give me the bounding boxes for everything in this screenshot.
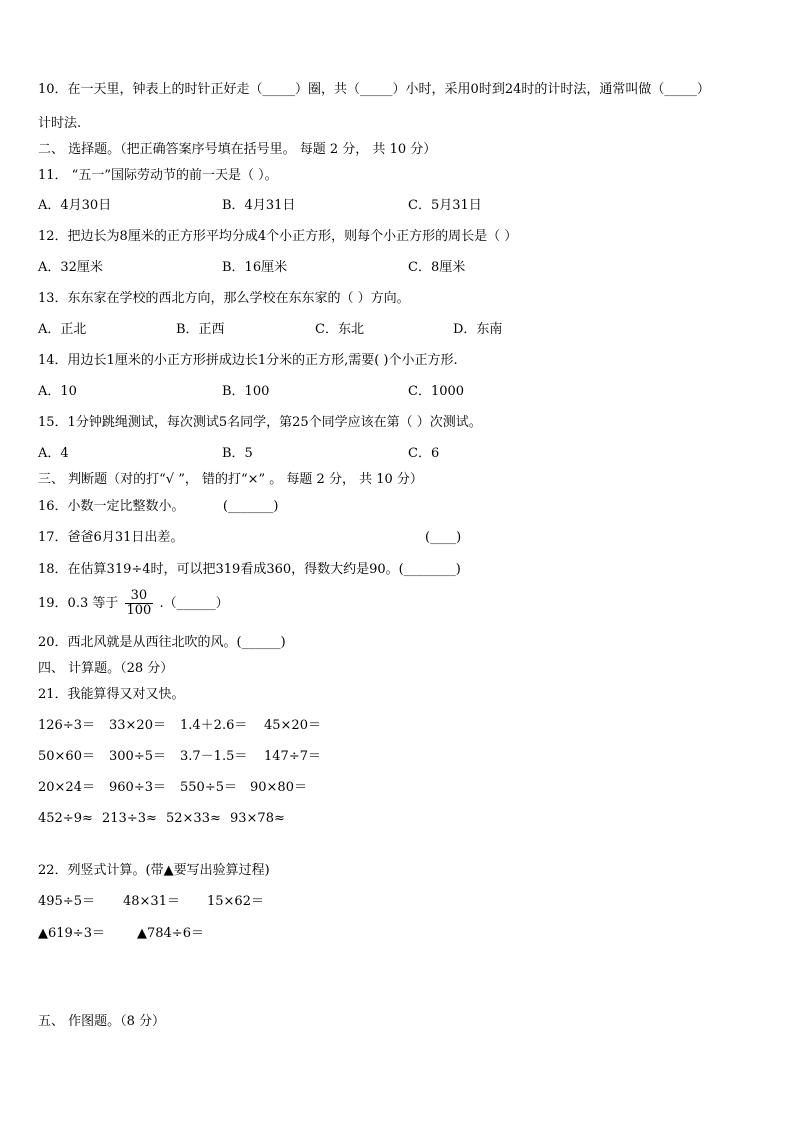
section-4-title: 四、 计算题。（28 分） — [38, 661, 174, 676]
question-10-line-1: 10．在一天里，钟表上的时针正好走（_____）圈，共（_____）小时，采用0时到24时的计时法，通常叫做（_____） — [38, 82, 710, 97]
question-14-option-b: B．100 — [222, 384, 270, 399]
calc-item: 93×78≈ — [230, 811, 285, 826]
calc-item: ▲784÷6＝ — [137, 926, 204, 941]
calc-item: 52×33≈ — [166, 811, 221, 826]
calc-item: 20×24＝ — [38, 780, 95, 795]
question-20-text: 20．西北风就是从西往北吹的风。(______) — [38, 635, 286, 650]
fraction — [125, 589, 154, 618]
question-15-option-c: C．6 — [408, 446, 440, 461]
question-13-option-b: B．正西 — [176, 322, 225, 337]
question-17-blank: (____) — [425, 530, 462, 545]
question-13-stem: 13．东东家在学校的西北方向，那么学校在东东家的（ ）方向。 — [38, 291, 410, 306]
question-21-stem: 21．我能算得又对又快。 — [38, 687, 185, 702]
fraction-denominator: 100 — [126, 603, 152, 618]
question-22-stem: 22．列竖式计算。(带▲要写出验算过程) — [38, 863, 270, 878]
question-14-stem: 14．用边长1厘米的小正方形拼成边长1分米的正方形,需要( )个小正方形. — [38, 353, 458, 368]
calc-item: 3.7－1.5＝ — [180, 749, 248, 764]
question-12-stem: 12．把边长为8厘米的正方形平均分成4个小正方形，则每个小正方形的周长是（ ） — [38, 229, 518, 244]
calc-item: 300÷5＝ — [109, 749, 166, 764]
calc-item: 126÷3＝ — [38, 718, 95, 733]
question-16 — [38, 499, 278, 515]
calc-item: 147÷7＝ — [264, 749, 321, 764]
calc-item: 1.4＋2.6＝ — [180, 718, 248, 733]
question-17-text: 17．爸爸6月31日出差。 — [38, 530, 184, 545]
question-13-option-a: A．正北 — [38, 322, 87, 337]
question-12-option-a: A．32厘米 — [38, 260, 103, 275]
question-16-blank: (_______) — [222, 499, 279, 514]
calc-item: 33×20＝ — [109, 718, 166, 733]
calc-item: 550÷5＝ — [180, 780, 237, 795]
calc-item: 213÷3≈ — [102, 811, 157, 826]
question-11-option-c: C．5月31日 — [408, 198, 482, 213]
question-10-line-2: 计时法. — [38, 116, 82, 131]
calc-item: 495÷5＝ — [38, 894, 95, 909]
question-11-option-a: A．4月30日 — [38, 198, 112, 213]
section-5-title: 五、 作图题。（8 分） — [38, 1014, 166, 1029]
section-3-title: 三、 判断题（对的打“√ ”， 错的打“×” 。 每题 2 分， 共 10 分） — [38, 472, 423, 487]
question-11-stem: 11． “五一”国际劳动节的前一天是（ ）。 — [38, 168, 278, 183]
question-19-pre: 19．0.3 等于 — [38, 596, 119, 611]
question-15-stem: 15．1分钟跳绳测试，每次测试5名同学，第25个同学应该在第（ ）次测试。 — [38, 415, 482, 430]
question-15-option-b: B．5 — [222, 446, 253, 461]
calc-item: 960÷3＝ — [109, 780, 166, 795]
question-13-option-d: D．东南 — [453, 322, 503, 337]
calc-item: 452÷9≈ — [38, 811, 93, 826]
question-14-option-a: A．10 — [38, 384, 77, 399]
calc-item: 45×20＝ — [264, 718, 321, 733]
calc-item: 90×80＝ — [250, 780, 307, 795]
question-12-option-c: C．8厘米 — [408, 260, 466, 275]
calc-item: 48×31＝ — [123, 894, 180, 909]
question-19-post: .（______） — [159, 596, 229, 611]
calc-item: ▲619÷3＝ — [38, 926, 105, 941]
question-14-option-c: C．1000 — [408, 384, 465, 399]
question-15-option-a: A．4 — [38, 446, 69, 461]
question-16-text: 16．小数一定比整数小。 — [38, 499, 185, 514]
question-19 — [38, 588, 229, 620]
calc-item: 15×62＝ — [207, 894, 264, 909]
calc-item: 50×60＝ — [38, 749, 95, 764]
question-13-option-c: C．东北 — [315, 322, 364, 337]
question-18-text: 18．在估算319÷4时，可以把319看成360，得数大约是90。(________) — [38, 562, 461, 577]
section-2-title: 二、 选择题。（把正确答案序号填在括号里。 每题 2 分， 共 10 分） — [38, 142, 437, 157]
fraction-numerator: 30 — [125, 589, 154, 604]
question-11-option-b: B．4月31日 — [222, 198, 296, 213]
question-12-option-b: B．16厘米 — [222, 260, 288, 275]
